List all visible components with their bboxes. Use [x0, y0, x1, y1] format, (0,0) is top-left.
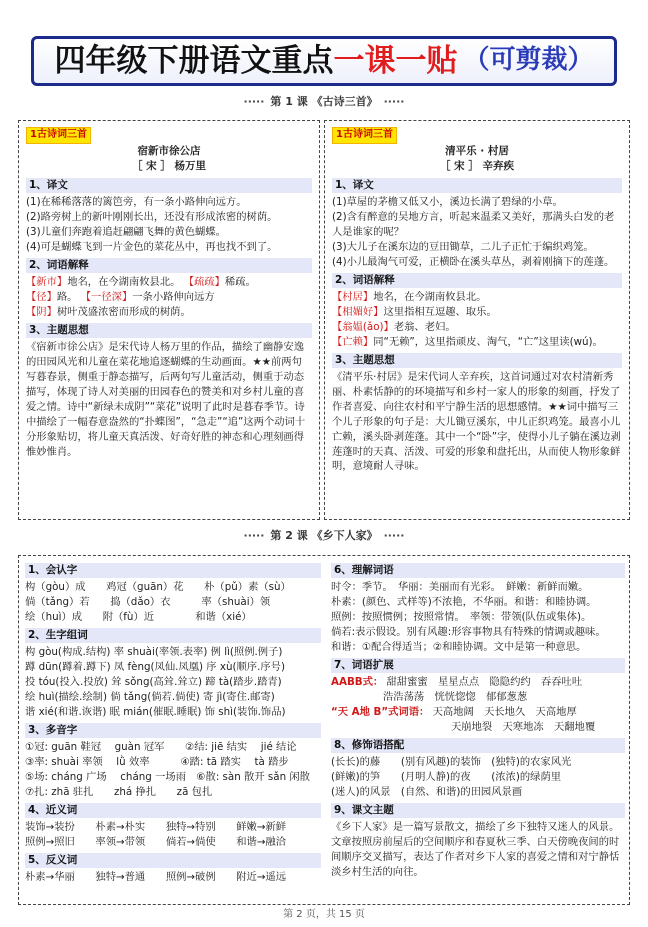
word-def: 地名，在今湖南攸县北。	[373, 291, 487, 304]
lesson2-card	[18, 555, 630, 905]
text-row: 倘若:表示假设。别有风趣:形容事物具有特殊的情调或趣味。	[331, 625, 606, 638]
translation-line: (4)可是蝴蝶飞到一片金色的菜花丛中，再也找不到了。	[26, 240, 278, 253]
text-row: (迷人)的风景 (自然、和谐)的田园风景画	[331, 785, 523, 798]
text-row: (长长)的藤 (别有风趣)的装饰 (独特)的农家风光	[331, 755, 572, 768]
word-row	[332, 290, 622, 305]
poem-title: 宿新市徐公店	[137, 144, 201, 157]
text-row: 构 gòu(构成.结构) 率 shuài(率领.表率) 例 lì(照例.例子)	[25, 646, 283, 659]
text-row: 谐 xié(和谐.诙谐) 眠 mián(催眠.睡眠) 饰 shì(装饰.饰品)	[25, 705, 286, 718]
text-row: ⑤场: cháng 广场 cháng 一场雨 ⑥散: sàn 散开 sǎn 闲散	[25, 770, 310, 783]
lesson2-title: 第 2 课 《乡下人家》	[270, 529, 378, 542]
lesson2-left-column	[25, 560, 321, 885]
pattern-words: 天高地阔 天长地久 天高地厚	[432, 705, 577, 718]
section-heading: 1、译文	[332, 178, 622, 193]
pattern-words: 甜甜蜜蜜 星星点点 隐隐约约 吞吞吐吐	[386, 676, 583, 689]
text-row: 和谐：①配合得适当；②和睦协调。文中是第一种意思。	[331, 640, 587, 653]
word-term: 【阴】	[26, 305, 57, 318]
text-row: 绘 huì(描绘.绘制) 倘 tǎng(倘若.倘使) 寄 jì(寄住.邮寄)	[25, 690, 275, 703]
text-row: (鲜嫩)的笋 (月明人静)的夜 (浓浓)的绿荫里	[331, 770, 562, 783]
title-note: （可剪裁）	[463, 45, 594, 76]
page-number: 第 2 页，共 15 页	[283, 909, 365, 920]
section-heading: 5、反义词	[25, 853, 321, 868]
section-heading: 4、近义词	[25, 803, 321, 818]
text-row: 蹲 dūn(蹲着.蹲下) 凤 fèng(凤仙.凤凰) 序 xù(顺序.序号)	[25, 661, 285, 674]
section-heading: 3、主题思想	[332, 353, 622, 368]
section-heading: 9、课文主题	[331, 803, 625, 818]
word-def: 路。	[56, 291, 78, 304]
word-term: 【一径深】	[80, 291, 133, 304]
word-term: 【亡赖】	[332, 335, 374, 348]
translation-line: (3)大儿子在溪东边的豆田锄草，二儿子正忙于编织鸡笼。	[332, 240, 594, 253]
word-def: 一条小路伸向远方	[132, 291, 215, 304]
text-row: 朴素→华丽 独特→普通 照例→破例 附近→遥远	[25, 871, 287, 883]
text-row: 绘（huì）成 附（fù）近 和谐（xié）	[25, 611, 252, 624]
word-term: 【村居】	[332, 291, 374, 304]
section-heading: 8、修饰语搭配	[331, 738, 625, 753]
section-heading: 1、会认字	[25, 563, 321, 578]
section-heading: 2、生字组词	[25, 628, 321, 643]
word-row	[332, 305, 622, 320]
theme-text: 《乡下人家》是一篇写景散文，描绘了乡下独特又迷人的风景。文章按照房前屋后的空间顺序和春夏秋三季、白天傍晚夜间的时间顺序交叉描写，表达了作者对乡下人家的喜爱之情和对宁静恬淡乡村生活的向往。	[331, 820, 620, 878]
poem-author: ［ 宋 ］ 杨万里	[132, 160, 206, 173]
translation-line: (4)小儿最淘气可爱，正横卧在溪头草丛，剥着刚摘下的莲蓬。	[332, 255, 615, 268]
word-def: 地名，在今湖南攸县北。	[67, 276, 181, 289]
section-heading: 2、词语解释	[332, 273, 622, 288]
text-row: 朴素：(颜色、式样等)不浓艳，不华丽。和谐：和睦协调。	[331, 596, 597, 609]
text-row	[331, 705, 625, 720]
theme-text: 《清平乐·村居》是宋代词人辛弃疾，这首词通过对农村清新秀丽、朴素恬静的的环境描写和乡村一家人的形象的刻画，抒发了作者喜爱、向往农村和平宁静生活的思想感情。★★词中描写三个儿子形象的句子是：大儿锄豆溪东，中儿正织鸡笼。最喜小儿亡赖，溪头卧剥莲蓬。其中一个“卧”字，使得小儿子躺在溪边剥莲蓬时的天真、活泼、可爱的形象和盘托出，从而使人物形象鲜明，意境耐人寻味。	[332, 370, 621, 473]
word-term: 【翁媪(ǎo)】	[332, 320, 394, 333]
text-row: 照例：按照惯例；按照常情。 率领：带领(队伍或集体)。	[331, 611, 592, 624]
word-def: 稀疏。	[224, 276, 256, 289]
text-row: 投 tóu(投入.投放) 耸 sǒng(高耸.耸立) 蹄 tà(踏步.踏青)	[25, 676, 282, 689]
text-row	[331, 675, 625, 690]
poem-title: 清平乐 · 村居	[445, 144, 509, 157]
title-highlight: 一课一贴	[333, 42, 458, 79]
lesson1-right-card	[324, 120, 630, 520]
word-term: 【疏疏】	[183, 276, 225, 289]
word-def: 树叶茂盛浓密而形成的树荫。	[56, 305, 191, 318]
word-term: 【新市】	[26, 276, 68, 289]
section-heading: 3、多音字	[25, 723, 321, 738]
text-row: 照例→照旧 率领→带领 倘若→倘使 和谐→融洽	[25, 835, 287, 848]
section-heading: 6、理解词语	[331, 563, 625, 578]
text-row: 构（gòu）成 鸡冠（guān）花 朴（pǔ）素（sù）	[25, 581, 291, 594]
section-heading: 2、词语解释	[26, 258, 312, 273]
lesson2-right-column	[331, 560, 625, 880]
section-heading: 3、主题思想	[26, 323, 312, 338]
section-heading: 1、译文	[26, 178, 312, 193]
lesson-tag: 1古诗词三首	[26, 127, 91, 144]
translation-line: (2)含有醉意的吴地方言，听起来温柔又美好，那满头白发的老人是谁家的呢？	[332, 211, 615, 239]
word-def: 这里指相互逗趣、取乐。	[383, 305, 497, 318]
lesson1-left-card	[18, 120, 320, 520]
text-row: 倘（tǎng）若 捣（dǎo）衣 率（shuài）领	[25, 596, 271, 609]
word-row	[26, 290, 312, 305]
word-term: 【径】	[26, 291, 57, 304]
word-row	[26, 305, 312, 320]
text-row: ⑦扎: zhā 驻扎 zhá 挣扎 zā 包扎	[25, 785, 213, 798]
translation-line: (2)路旁树上的新叶刚刚长出，还没有形成浓密的树荫。	[26, 211, 278, 224]
text-row: ③率: shuài 率领 lǜ 效率 ④踏: tā 踏实 tà 踏步	[25, 755, 289, 768]
translation-line: (1)在稀稀落落的篱笆旁，有一条小路伸向远方。	[26, 196, 247, 209]
word-row	[26, 275, 312, 290]
lesson-tag: 1古诗词三首	[332, 127, 397, 144]
word-def: 同“无赖”，这里指顽皮、淘气，“亡”这里读(wú)。	[373, 335, 603, 348]
poem-author: ［ 宋 ］ 辛弃疾	[440, 160, 514, 173]
translation-line: (3)儿童们奔跑着追赶翩翩飞舞的黄色蝴蝶。	[26, 226, 226, 239]
lesson1-heading: ····· 第 1 课 《古诗三首》 ·····	[243, 95, 405, 108]
pattern-label: “天 A地 B”式词语：	[331, 705, 430, 718]
page-title	[31, 36, 617, 86]
text-row: ①冠: guān 鞋冠 guàn 冠军 ②结: jiē 结实 jié 结论	[25, 741, 297, 754]
text-row: 时令：季节。 华丽：美丽而有光彩。 鲜嫩：新鲜而嫩。	[331, 581, 589, 594]
lesson2-heading: ····· 第 2 课 《乡下人家》 ·····	[243, 529, 405, 542]
word-row	[332, 320, 622, 335]
text-row: 装饰→装扮 朴素→朴实 独特→特别 鲜嫩→新鲜	[25, 820, 287, 833]
title-main: 四年级下册语文重点	[54, 42, 334, 79]
text-row: 天崩地裂 天寒地冻 天翻地覆	[451, 720, 596, 733]
word-term: 【相媚好】	[332, 305, 384, 318]
text-row: 浩浩荡荡 恍恍惚惚 郁郁葱葱	[383, 690, 528, 703]
theme-text: 《宿新市徐公店》是宋代诗人杨万里的作品，描绘了幽静安逸的田园风光和儿童在菜花地追逐蝴蝶的生动画面。★★前两句写暮春景，侧重于静态描写，后两句写儿童活动，侧重于动态描写，体现了诗人对美丽的田园春色的赞美和对乡村儿童的喜爱之情。诗中“新绿未成阴”“菜花”说明了此时是暮春季节。诗中描绘了一幅春意盎然的“扑蝶图”，“急走”“追”这两个动词十分形象贴切，将儿童天真活泼、好奇好胜的神态和心理刻画得惟妙惟肖。	[26, 341, 306, 458]
word-def: 老翁、老妇。	[393, 320, 456, 333]
section-heading: 7、词语扩展	[331, 658, 625, 673]
lesson1-title: 第 1 课 《古诗三首》	[270, 95, 378, 108]
pattern-label: AABB式：	[331, 676, 384, 689]
translation-line: (1)草屋的茅檐又低又小，溪边长满了碧绿的小草。	[332, 196, 563, 209]
word-row	[332, 335, 622, 350]
